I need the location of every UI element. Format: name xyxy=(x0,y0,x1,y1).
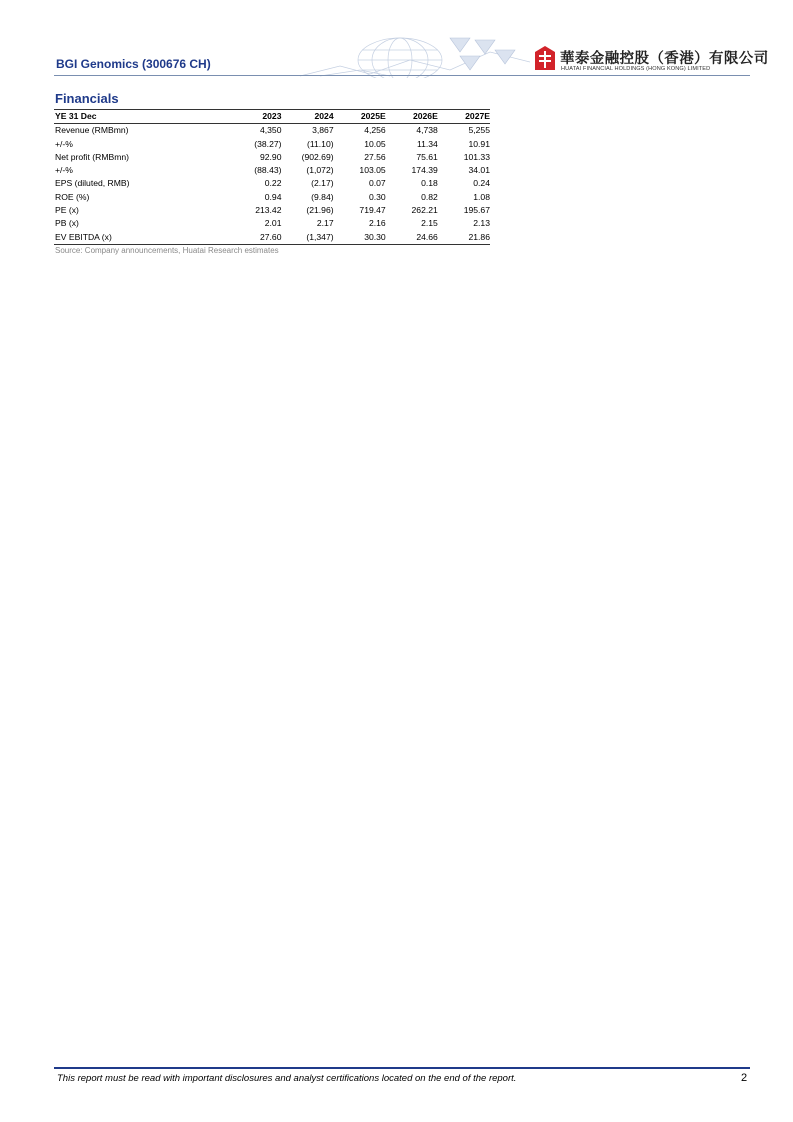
row-label: PB (x) xyxy=(55,218,79,229)
table-cell: 27.56 xyxy=(364,151,386,162)
table-cell: (38.27) xyxy=(254,138,282,149)
table-cell: (902.69) xyxy=(301,151,334,162)
header-divider xyxy=(54,75,750,76)
section-title: Financials xyxy=(55,91,119,106)
table-cell: 4,738 xyxy=(416,125,438,136)
row-label: Net profit (RMBmn) xyxy=(55,151,130,162)
table-cell: 30.30 xyxy=(364,231,386,242)
table-cell: 2.16 xyxy=(368,218,386,229)
table-cell: 3,867 xyxy=(312,125,334,136)
table-cell: 2.17 xyxy=(316,218,334,229)
column-header: 2023 xyxy=(262,111,282,121)
column-header: 2027E xyxy=(465,111,490,121)
report-title: BGI Genomics (300676 CH) xyxy=(56,57,211,71)
table-cell: (21.96) xyxy=(306,205,334,216)
row-label: +/-% xyxy=(55,165,73,176)
table-row xyxy=(54,217,490,230)
table-row xyxy=(54,204,490,217)
huatai-logo xyxy=(535,46,769,74)
table-cell: 2.01 xyxy=(264,218,282,229)
table-cell: 11.34 xyxy=(416,138,438,149)
table-cell: (9.84) xyxy=(311,191,334,202)
table-cell: (1,347) xyxy=(306,231,334,242)
table-cell: 27.60 xyxy=(259,231,282,242)
table-cell: 213.42 xyxy=(255,205,282,216)
table-cell: 0.82 xyxy=(421,191,438,202)
table-cell: 34.01 xyxy=(468,165,490,176)
table-cell: 262.21 xyxy=(411,205,438,216)
table-cell: 75.61 xyxy=(416,151,438,162)
table-cell: 0.22 xyxy=(264,178,282,189)
column-header: 2026E xyxy=(412,111,438,121)
huatai-logo-icon xyxy=(535,46,555,70)
table-cell: 195.67 xyxy=(463,205,490,216)
table-cell: 0.24 xyxy=(473,178,490,189)
table-cell: 2.15 xyxy=(421,218,438,229)
row-label: ROE (%) xyxy=(55,191,90,202)
table-cell: 21.86 xyxy=(468,231,490,242)
table-cell: 4,256 xyxy=(364,125,386,136)
table-cell: 0.94 xyxy=(264,191,282,202)
row-label: PE (x) xyxy=(55,205,79,216)
source-note: Source: Company announcements, Huatai Research estimates xyxy=(55,246,279,255)
table-cell: 24.66 xyxy=(416,231,438,242)
logo-english-name: HUATAI FINANCIAL HOLDINGS (HONG KONG) LIMITED xyxy=(561,66,711,72)
column-header: YE 31 Dec xyxy=(55,111,97,121)
table-row xyxy=(54,231,490,245)
table-cell: 0.30 xyxy=(368,191,386,202)
table-cell: 10.05 xyxy=(364,138,386,149)
page-number: 2 xyxy=(741,1072,748,1084)
table-cell: 0.07 xyxy=(368,178,386,189)
table-row xyxy=(54,164,490,177)
table-cell: 92.90 xyxy=(259,151,282,162)
footer-disclaimer: This report must be read with important disclosures and analyst certifications located on the end of the report. xyxy=(57,1073,517,1084)
table-cell: 10.91 xyxy=(468,138,490,149)
table-cell: (11.10) xyxy=(307,138,334,149)
table-cell: 0.18 xyxy=(421,178,438,189)
row-label: EPS (diluted, RMB) xyxy=(55,178,130,189)
table-cell: 5,255 xyxy=(468,125,490,136)
table-cell: (2.17) xyxy=(311,178,334,189)
table-cell: 4,350 xyxy=(259,125,282,136)
table-cell: 719.47 xyxy=(359,205,386,216)
globe-graphic xyxy=(300,30,530,78)
row-label: EV EBITDA (x) xyxy=(55,231,112,242)
column-header: 2025E xyxy=(360,111,386,121)
table-cell: (1,072) xyxy=(306,165,334,176)
table-header-row xyxy=(54,110,490,124)
table-cell: 1.08 xyxy=(473,191,490,202)
row-label: +/-% xyxy=(55,138,73,149)
table-row xyxy=(54,177,490,190)
table-row xyxy=(54,138,490,151)
row-label: Revenue (RMBmn) xyxy=(55,125,129,136)
table-row xyxy=(54,191,490,204)
table-cell: 174.39 xyxy=(411,165,438,176)
logo-chinese-name: 華泰金融控股（香港）有限公司 xyxy=(560,51,769,67)
table-cell: 2.13 xyxy=(473,218,490,229)
table-row xyxy=(54,151,490,164)
table-cell: (88.43) xyxy=(254,165,282,176)
table-row xyxy=(54,124,490,138)
table-cell: 101.33 xyxy=(463,151,490,162)
financials-table xyxy=(54,109,490,245)
table-cell: 103.05 xyxy=(359,165,386,176)
column-header: 2024 xyxy=(314,111,334,121)
footer-divider xyxy=(54,1067,750,1069)
